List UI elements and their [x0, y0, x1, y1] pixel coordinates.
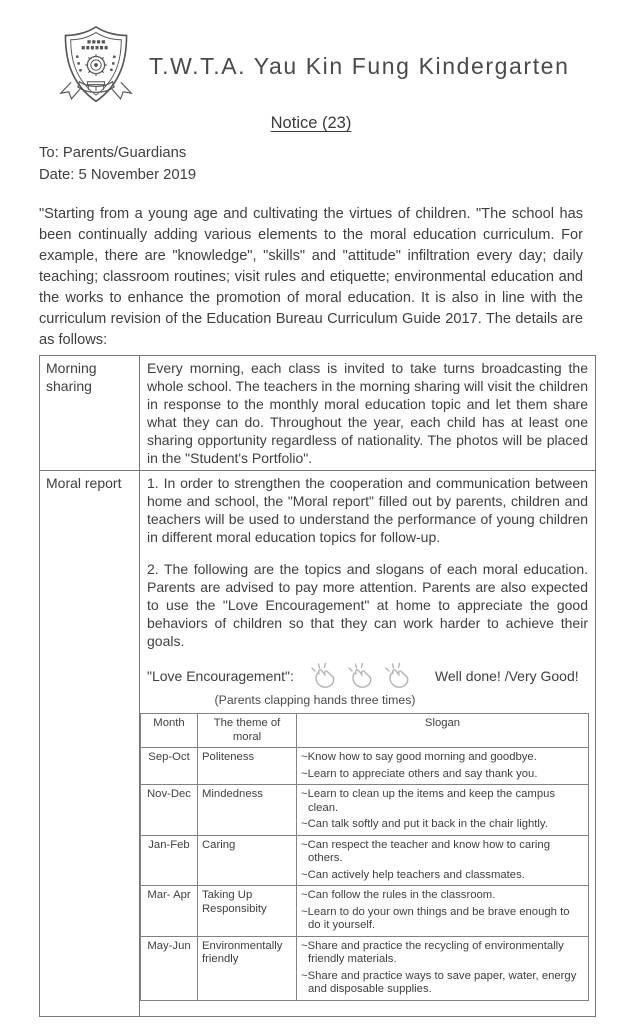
date-line: Date: 5 November 2019 [39, 167, 197, 183]
school-name: T.W.T.A. Yau Kin Fung Kindergarten [149, 52, 570, 79]
to-line: To: Parents/Guardians [39, 145, 187, 161]
school-crest-logo [58, 24, 134, 108]
table-row [141, 936, 589, 1000]
table-row-moral-report [40, 471, 596, 1017]
header-slogan: Slogan [297, 714, 589, 748]
table-row [141, 748, 589, 785]
header-month: Month [141, 714, 198, 748]
love-encouragement-label: "Love Encouragement": [147, 667, 294, 684]
slogan-cell [297, 936, 589, 1000]
table-row [141, 785, 589, 836]
slogan-line: ~Can actively help teachers and classmates. [301, 868, 525, 881]
month-cell: Nov-Dec [141, 785, 198, 836]
moral-report-para2: 2. The following are the topics and slogans of each moral education. Parents are advised to pay more attention. Parents are also expected to use the "Love Encouragement" at home to appreciate the good behaviors of children so that they can work harder to achieve their goals. [147, 561, 588, 649]
slogan-line: ~Learn to appreciate others and say thank you. [301, 767, 538, 780]
document-header [0, 0, 622, 108]
clapping-hands-icon [382, 662, 413, 689]
month-cell: May-Jun [141, 936, 198, 1000]
slogan-cell [297, 748, 589, 785]
clapping-hands-icon [345, 662, 376, 689]
table-row [141, 886, 589, 937]
love-encouragement-result: Well done! /Very Good! [434, 667, 579, 684]
slogan-line: ~Learn to do your own things and be brave enough to do it yourself. [301, 905, 570, 931]
table-row-morning-sharing [40, 356, 596, 471]
intro-paragraph: "Starting from a young age and cultivating the virtues of children. "The school has been continually adding various elements to the moral education curriculum. For example, there are "knowledge", "skills" and "attitude" infiltration every day; daily teaching; classroom routines; visit rules and etiquette; environmental education and the works to enhance the promotion of moral education. It is also in line with the curriculum revision of the Education Bureau Curriculum Guide 2017. The details are as follows: [39, 206, 583, 348]
clapping-hands-icon [308, 662, 339, 689]
theme-cell: Environmentally friendly [198, 936, 297, 1000]
slogan-line: ~Can talk softly and put it back in the chair lightly. [301, 818, 548, 830]
morning-sharing-label: Morning sharing [40, 356, 140, 471]
slogan-line: ~Know how to say good morning and goodbye. [301, 751, 537, 763]
table-row [141, 835, 589, 886]
slogan-line: ~Can respect the teacher and know how to caring others. [301, 838, 550, 864]
details-table [39, 355, 596, 1017]
month-cell: Jan-Feb [141, 835, 198, 886]
moral-report-para1: 1. In order to strengthen the cooperation and communication between home and school, the "Moral report" filled out by parents, children and teachers will be used to understand the performance of young children in different moral education topics for follow-up. [147, 475, 588, 545]
slogan-cell [297, 785, 589, 836]
moral-report-content [140, 471, 596, 1017]
slogan-line: ~Share and practice the recycling of environmentally friendly materials. [301, 939, 564, 965]
header-theme: The theme of moral [198, 714, 297, 748]
meta-block [39, 142, 622, 186]
month-cell: Mar- Apr [141, 886, 198, 937]
slogan-line: ~Can follow the rules in the classroom. [301, 889, 496, 901]
moral-report-label: Moral report [40, 471, 140, 1017]
theme-cell: Politeness [198, 748, 297, 785]
slogan-line: ~Share and practice ways to save paper, water, energy and disposable supplies. [301, 969, 577, 995]
clapping-hands-group [308, 662, 413, 689]
slogan-line: ~Learn to clean up the items and keep the campus clean. [301, 788, 556, 814]
love-encouragement-line [147, 662, 588, 689]
theme-cell: Taking Up Responsibity [198, 886, 297, 937]
theme-cell: Mindedness [198, 785, 297, 836]
crest-gear-icon [85, 54, 107, 76]
month-cell: Sep-Oct [141, 748, 198, 785]
love-encouragement-caption: (Parents clapping hands three times) [214, 693, 416, 707]
slogan-table [140, 713, 589, 1001]
notice-title: Notice (23) [270, 114, 352, 132]
slogan-cell [297, 886, 589, 937]
cell-bottom-spacer [147, 1001, 588, 1013]
slogan-table-header-row [141, 714, 589, 748]
slogan-cell [297, 835, 589, 886]
morning-sharing-content: Every morning, each class is invited to take turns broadcasting the whole school. The teachers in the morning sharing will visit the children in response to the monthly moral education topic and let them share what they can do. Throughout the year, each child has at least one sharing opportunity regardless of nationality. The photos will be placed in the "Student's Portfolio". [140, 356, 596, 471]
theme-cell: Caring [198, 835, 297, 886]
